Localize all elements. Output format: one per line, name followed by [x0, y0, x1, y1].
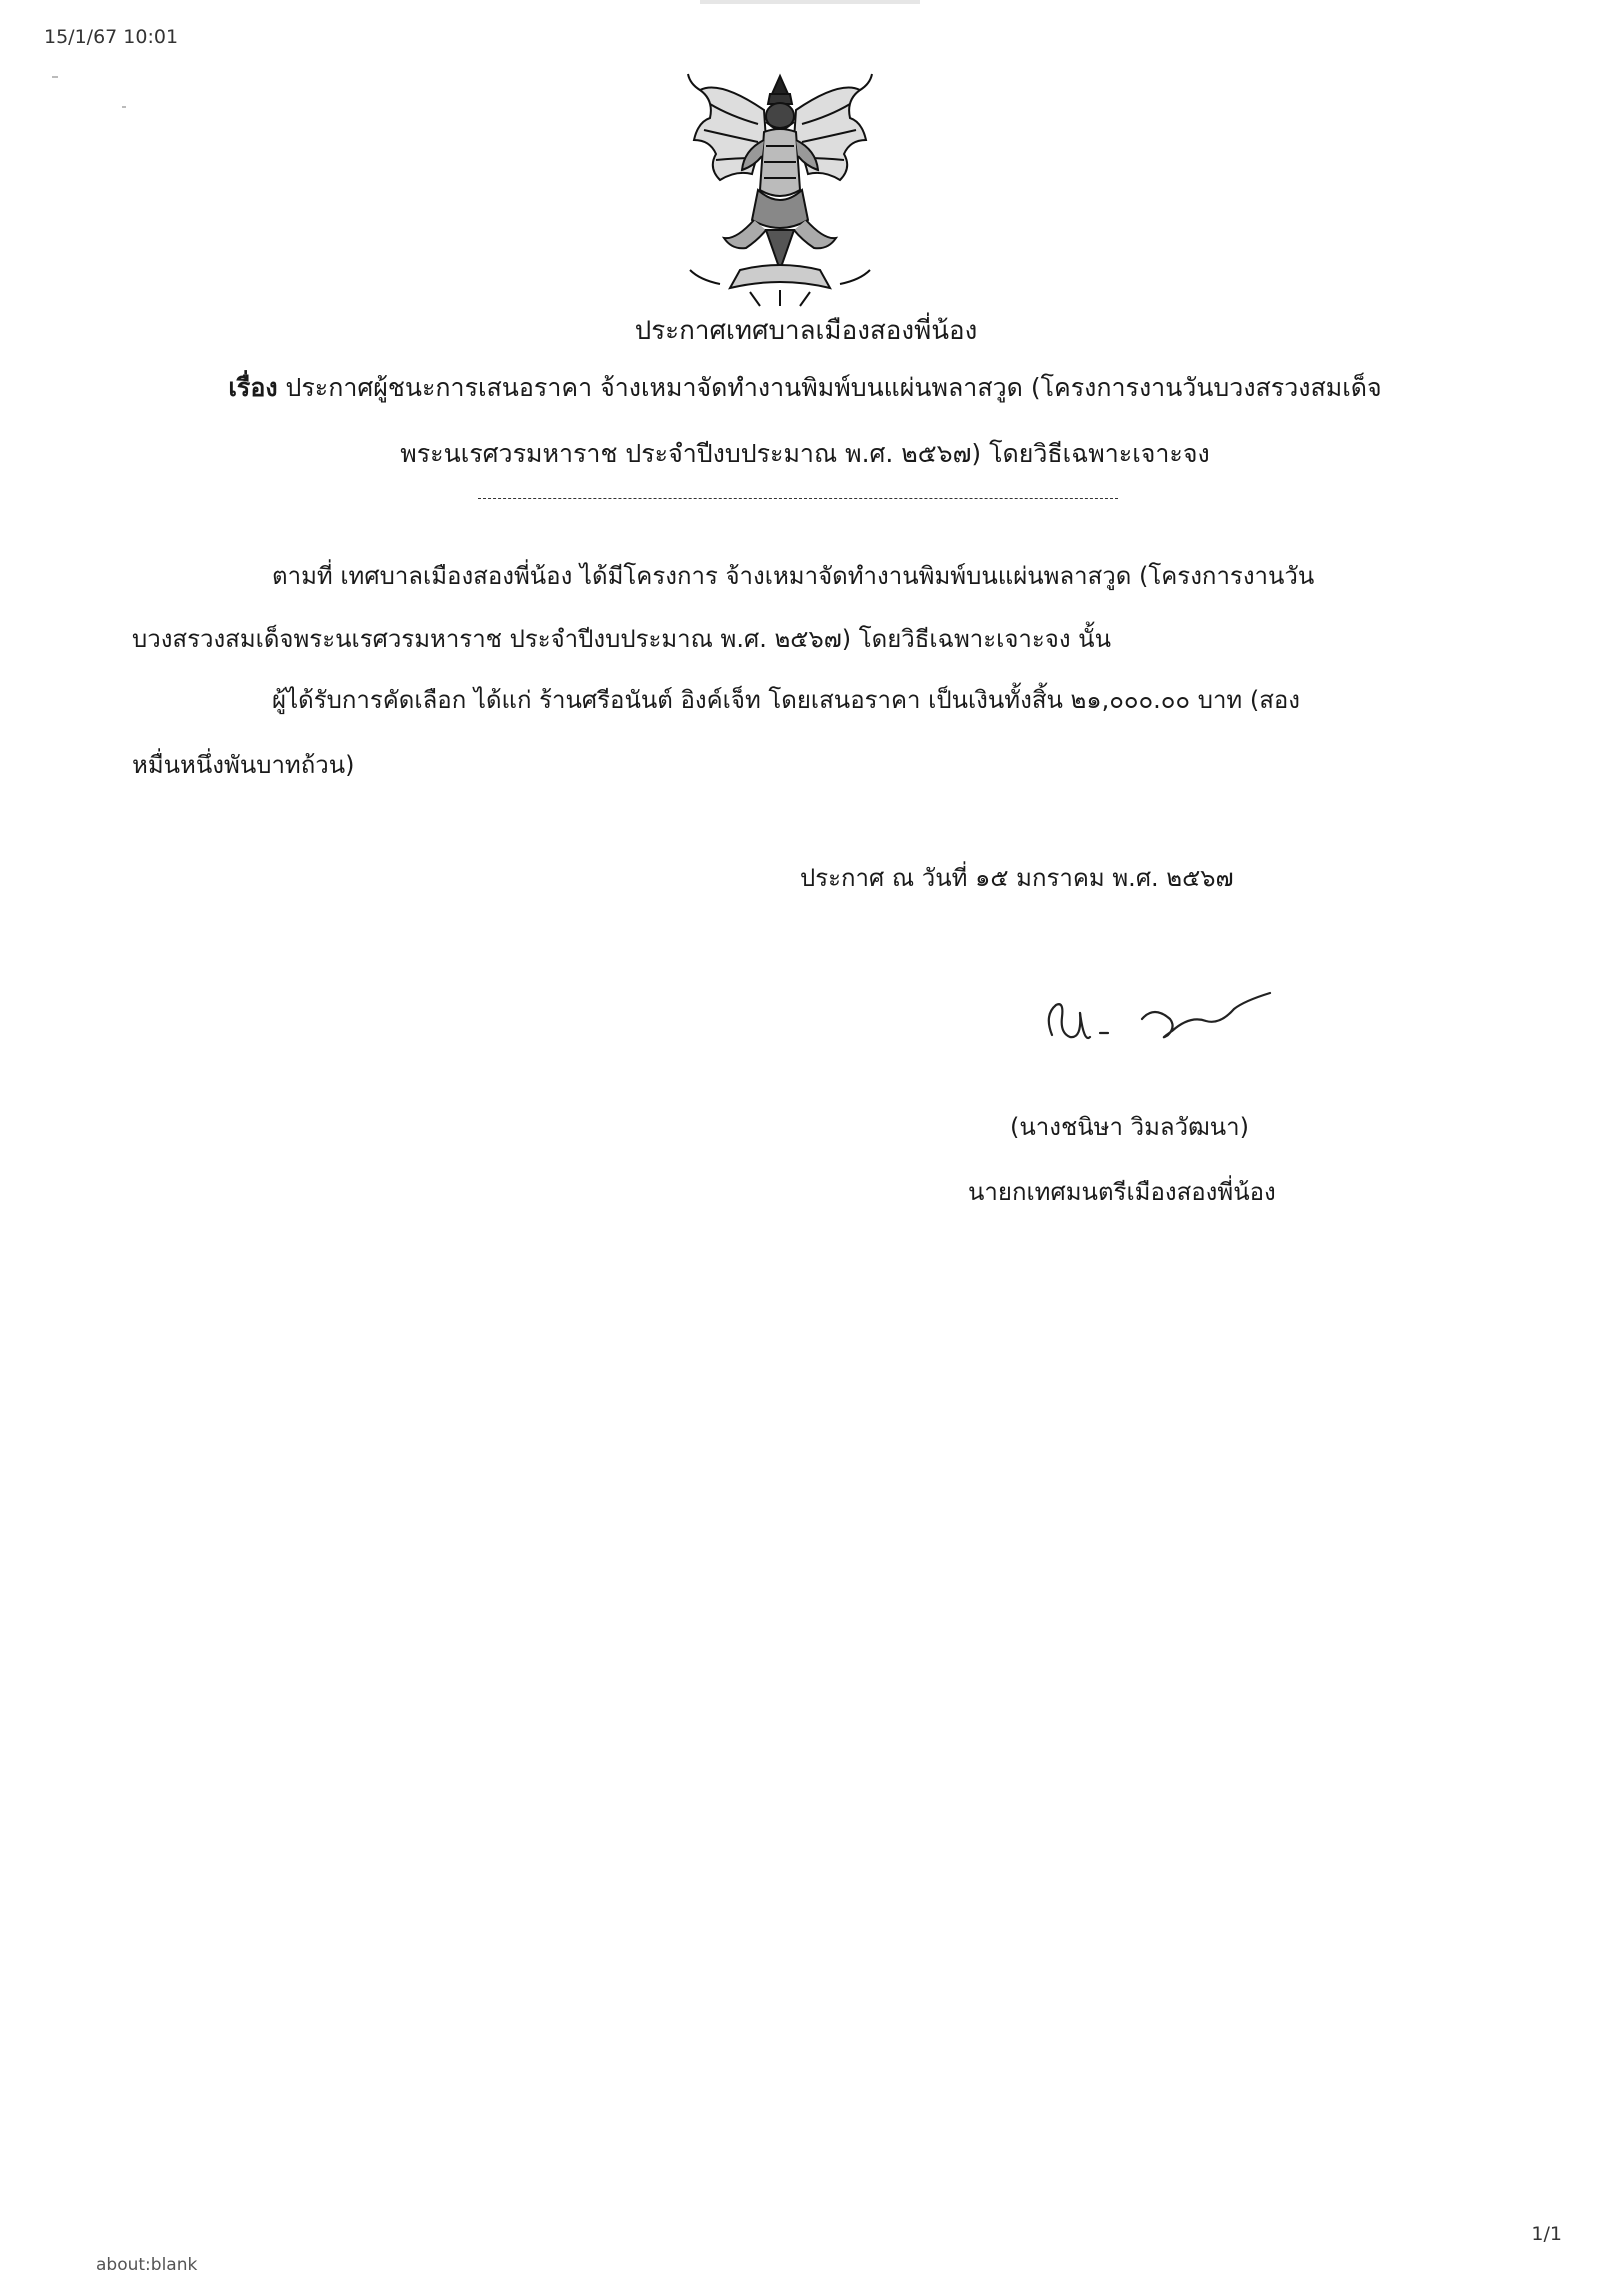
subject-line-1: ประกาศผู้ชนะการเสนอราคา จ้างเหมาจัดทำงานพิมพ์บนแผ่นพลาสวูด (โครงการงานวันบวงสรวงสมเด็จ: [285, 373, 1382, 402]
signer-name: (นางชนิษา วิมลวัฒนา): [1010, 1113, 1249, 1141]
print-timestamp: 15/1/67 10:01: [44, 26, 179, 48]
subject-line-2: พระนเรศวรมหาราช ประจำปีงบประมาณ พ.ศ. ๒๕๖๗) โดยวิธีเฉพาะเจาะจง: [400, 439, 1210, 468]
scan-speck: [700, 0, 920, 4]
announcement-date: ประกาศ ณ วันที่ ๑๕ มกราคม พ.ศ. ๒๕๖๗: [800, 864, 1234, 892]
scan-speck: [52, 76, 58, 78]
paragraph-1-line-1: ตามที่ เทศบาลเมืองสองพี่น้อง ได้มีโครงการ จ้างเหมาจัดทำงานพิมพ์บนแผ่นพลาสวูด (โครงการงานวัน: [272, 562, 1315, 590]
garuda-emblem-icon: [680, 70, 880, 310]
paragraph-2-line-2: หมื่นหนึ่งพันบาทถ้วน): [132, 751, 355, 779]
scan-speck: [122, 106, 126, 108]
subject-label: เรื่อง: [228, 373, 278, 402]
signer-position: นายกเทศมนตรีเมืองสองพี่น้อง: [968, 1178, 1276, 1206]
paragraph-1-line-2: บวงสรวงสมเด็จพระนเรศวรมหาราช ประจำปีงบประมาณ พ.ศ. ๒๕๖๗) โดยวิธีเฉพาะเจาะจง นั้น: [132, 625, 1111, 653]
print-page-number: 1/1: [1531, 2223, 1562, 2245]
print-footer-url: about:blank: [96, 2255, 198, 2275]
signature-image: [1030, 975, 1310, 1065]
issuer-title: ประกาศเทศบาลเมืองสองพี่น้อง: [634, 316, 978, 346]
subject-block: [130, 355, 1480, 487]
divider: [478, 498, 1118, 499]
paragraph-2-line-1: ผู้ได้รับการคัดเลือก ได้แก่ ร้านศรีอนันต์ อิงค์เจ็ท โดยเสนอราคา เป็นเงินทั้งสิ้น ๒๑,๐๐๐.๐๐ บาท (สอง: [272, 686, 1301, 714]
